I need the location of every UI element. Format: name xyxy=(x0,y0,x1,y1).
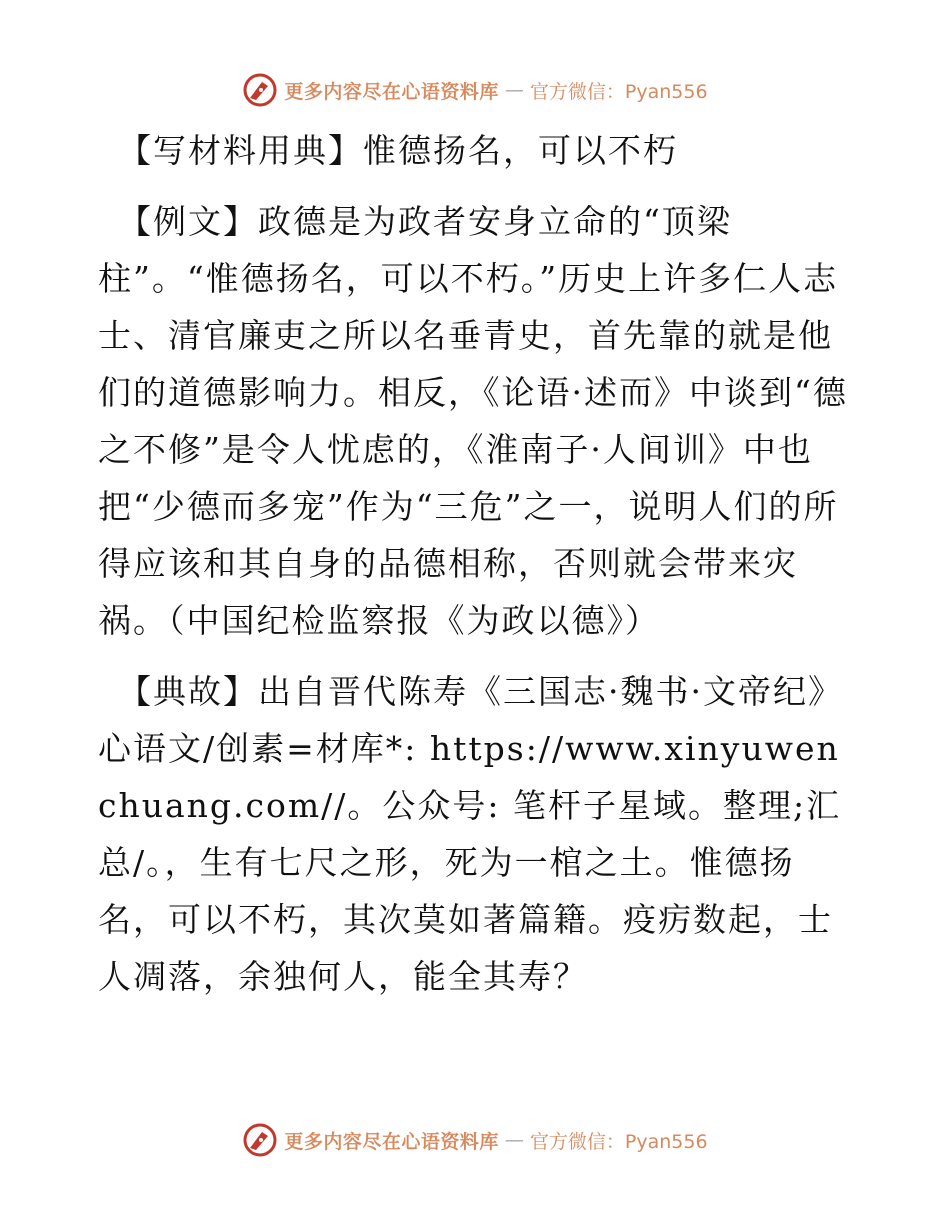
footer-brand-text: 更多内容尽在心语资料库 xyxy=(284,1130,499,1153)
footer-separator: — xyxy=(504,1129,524,1151)
footer-banner xyxy=(0,1120,950,1160)
header-wechat-text: 官方微信：Pyan556 xyxy=(529,80,708,103)
header-brand-text: 更多内容尽在心语资料库 xyxy=(284,80,499,103)
example-label: 【例文】 xyxy=(118,202,258,241)
example-text: 政德是为政者安身立命的“顶梁柱”。“惟德扬名，可以不朽。”历史上许多仁人志士、清官廉吏之所以名垂青史，首先靠的就是他们的道德影响力。相反，《论语·述而》中谈到“德之不修”是令人忧虑的，《淮南子·人间训》中也把“少德而多宠”作为“三危”之一，说明人们的所得应该和其自身的品德相称，否则就会带来灾祸。（中国纪检监察报《为政以德》） xyxy=(98,202,848,640)
source-label: 【典故】 xyxy=(118,672,258,711)
article-body xyxy=(98,122,858,1005)
header-separator: — xyxy=(504,79,524,101)
footer-wechat-text: 官方微信：Pyan556 xyxy=(529,1130,708,1153)
pen-nib-logo-icon xyxy=(242,72,278,108)
source-text: 出自晋代陈寿《三国志·魏书·文帝纪》心语文/创素=材库*: https://www.xinyuwenchuang.com//。公众号: 笔杆子星域。整理;汇总/。，生有七尺之形，死为一棺之土。惟德扬名，可以不朽，其次莫如著篇籍。疫疠数起，士人凋落，余独何人，能全其寿？ xyxy=(98,672,843,996)
header-banner xyxy=(0,70,950,110)
example-paragraph xyxy=(98,193,858,649)
article-title: 【写材料用典】惟德扬名，可以不朽 xyxy=(118,131,678,170)
source-paragraph xyxy=(98,663,858,1005)
pen-nib-logo-icon xyxy=(242,1122,278,1158)
